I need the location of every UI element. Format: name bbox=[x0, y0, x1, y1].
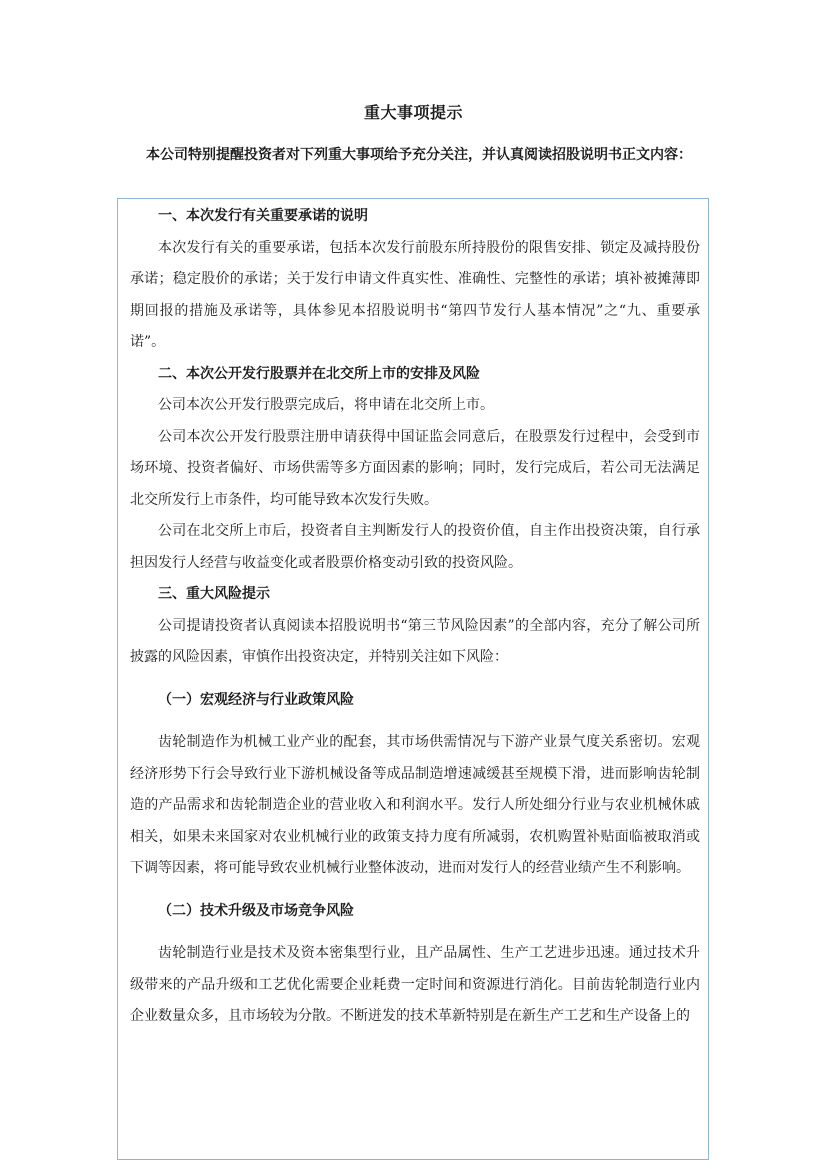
body-paragraph: 本次发行有关的重要承诺，包括本次发行前股东所持股份的限售安排、锁定及减持股份承诺；稳定股价的承诺；关于发行申请文件真实性、准确性、完整性的承诺；填补被摊薄即期回报的措施及承诺等，具体参见本招股说明书“第四节发行人基本情况”之“九、重要承诺”。 bbox=[130, 239, 700, 350]
body-paragraph: 齿轮制造作为机械工业产业的配套，其市场供需情况与下游产业景气度关系密切。宏观经济形势下行会导致行业下游机械设备等成品制造增速减缓甚至规模下滑，进而影响齿轮制造的产品需求和齿轮制造企业的营业收入和利润水平。发行人所处细分行业与农业机械休戚相关，如果未来国家对农业机械行业的政策支持力度有所减弱，农机购置补贴面临被取消或下调等因素，将可能导致农业机械行业整体波动，进而对发行人的经营业绩产生不利影响。 bbox=[130, 734, 700, 876]
body-paragraph: 公司在北交所上市后，投资者自主判断发行人的投资价值，自主作出投资决策，自行承担因发行人经营与收益变化或者股票价格变动引致的投资风险。 bbox=[130, 523, 700, 571]
page-title: 重大事项提示 bbox=[363, 103, 463, 122]
risk-heading-macro: （一）宏观经济与行业政策风险 bbox=[158, 691, 354, 708]
body-paragraph: 公司本次公开发行股票注册申请获得中国证监会同意后，在股票发行过程中，会受到市场环境、投资者偏好、市场供需等多方面因素的影响；同时，发行完成后，若公司无法满足北交所发行上市条件，均可能导致本次发行失败。 bbox=[130, 428, 700, 508]
body-paragraph: 公司提请投资者认真阅读本招股说明书“第三节风险因素”的全部内容，充分了解公司所披露的风险因素，审慎作出投资决定，并特别关注如下风险： bbox=[130, 617, 700, 665]
body-paragraph: 齿轮制造行业是技术及资本密集型行业，且产品属性、生产工艺进步迅速。通过技术升级带来的产品升级和工艺优化需要企业耗费一定时间和资源进行消化。目前齿轮制造行业内企业数量众多，且市场较为分散。不断迸发的技术革新特别是在新生产工艺和生产设备上的 bbox=[130, 945, 700, 1024]
body-paragraph: 公司本次公开发行股票完成后，将申请在北交所上市。 bbox=[158, 397, 494, 413]
section-heading-risks: 三、重大风险提示 bbox=[158, 586, 270, 602]
notice-paragraph: 本公司特别提醒投资者对下列重大事项给予充分关注，并认真阅读招股说明书正文内容： bbox=[146, 147, 692, 163]
content-box bbox=[117, 198, 709, 1160]
section-heading-commitments: 一、本次发行有关重要承诺的说明 bbox=[158, 208, 368, 224]
section-heading-listing: 二、本次公开发行股票并在北交所上市的安排及风险 bbox=[158, 365, 480, 382]
risk-heading-technology: （二）技术升级及市场竞争风险 bbox=[158, 902, 354, 919]
